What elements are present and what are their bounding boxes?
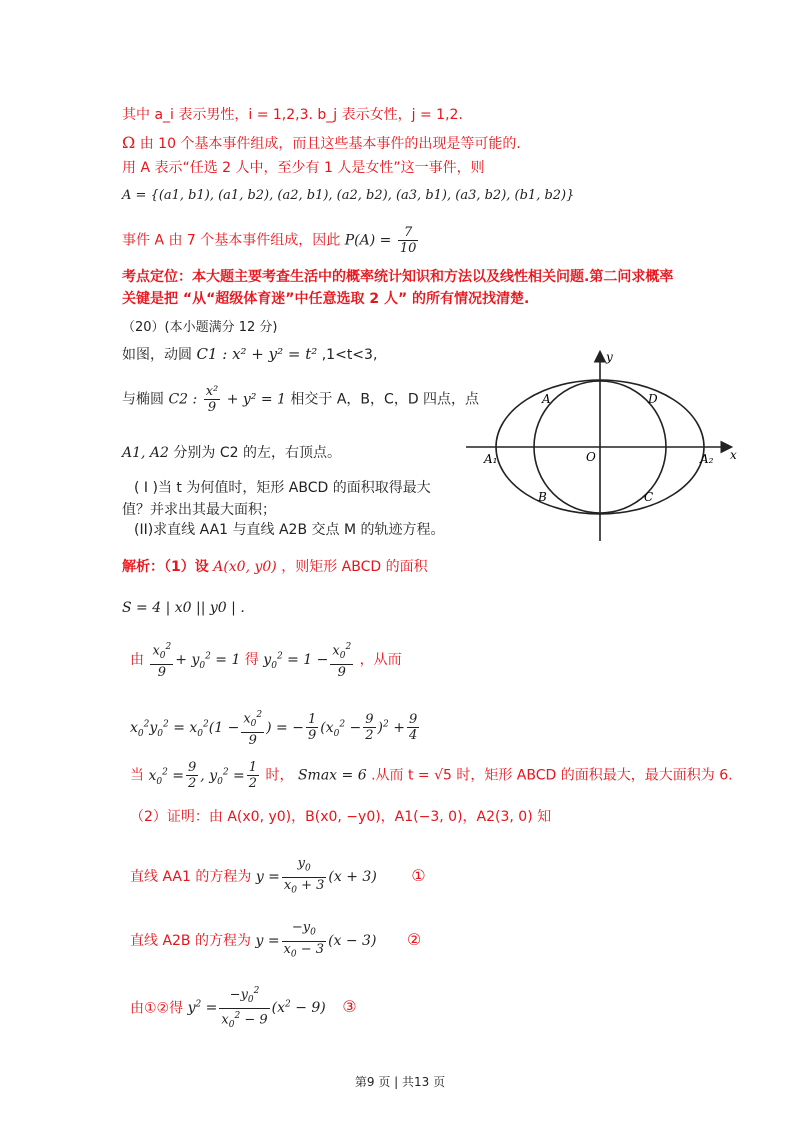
label-point-a: A [542, 392, 551, 406]
marker-1: ① [411, 866, 426, 886]
ellipse-numerator: x² [205, 384, 219, 399]
line-6 [122, 266, 673, 286]
line-10-post: 相交于 A，B，C，D 四点，点 [290, 391, 480, 408]
line-17: 由 $\frac{x_0^2}{9}$ + $y_0^2 = 1$ 得 $y_0^2 = 1$ − $\frac{x_0^2}{9}$ ，从而 [130, 642, 402, 680]
marker-3: ③ [342, 997, 357, 1017]
line-4 [122, 188, 574, 203]
line-10-pre: 与椭圆 [122, 391, 164, 408]
line-15-post: ，则矩形 ABCD 的面积 [281, 559, 428, 575]
line-23: 由①②得 $y^2$ = $\frac{-y_0^2}{x_0^2 - 9}$ $(x^2 - 9)$ ③ [130, 984, 357, 1033]
line-22-text: 直线 A2B 的方程为 [130, 933, 251, 950]
line-19: 当 $x_0^2$ = $\frac{9}{2}$ , $y_0^2$ = $\frac{1}{2}$ 时， Smax = 6 .从而 t = √5 时，矩形 ABCD 的面积最大，最大面积为 6. [130, 760, 733, 791]
problem-heading-text: （20）(本小题满分 12 分) [122, 320, 278, 335]
set-a-formula: A = {(a1, b1), (a1, b2), (a2, b1), (a2, b2), (a3, b1), (a3, b2), (b1, b2)} [122, 188, 575, 203]
solution-heading: 解析：（1）设 [122, 559, 209, 575]
line-7 [122, 288, 529, 308]
line-17-mid: 得 [244, 651, 259, 668]
line-5-text: 事件 A 由 7 个基本事件组成，因此 [122, 232, 341, 249]
line-2 [122, 133, 521, 153]
line-18: $x_0^2y_0^2 = x_0^2(1$ − $\frac{x_0^2}{9}$ ) = − $\frac{1}{9}$ ($x_0^2$ − $\frac{9}{2}$ )$^2$ + $\frac{9}{4}$ [130, 710, 418, 748]
probability-fraction [398, 225, 419, 256]
omega-symbol: Ω [122, 133, 136, 152]
frac-x0sq-9-a: $\frac{x_0^2}{9}$ [152, 642, 172, 680]
ellipse-denominator: 9 [207, 400, 217, 415]
prob-numerator: 7 [398, 225, 419, 241]
line-3-text: 用 A 表示“任选 2 人中，至少有 1 人是女性”这一事件，则 [122, 160, 485, 176]
line-19-pre: 当 [130, 767, 144, 784]
line-2-text: 由 10 个基本事件组成，而且这些基本事件的出现是等可能的. [139, 136, 521, 152]
question-1-a: ( I )当 t 为何值时，矩形 ABCD 的面积取得最大 [134, 480, 431, 496]
line-a2b-fraction: $\frac{-y_0}{x_0 - 3}$ [283, 920, 325, 960]
line-21: 直线 AA1 的方程为 y = $\frac{y_0}{x_0 + 3}$ (x + 3) ① [130, 856, 426, 898]
line-12 [134, 477, 431, 497]
ellipse-label: C2 : [168, 391, 198, 408]
line-1-text: 其中 a_i 表示男性，i = 1,2,3. b_j 表示女性，j = 1,2. [122, 107, 463, 123]
product-identity: $x_0^2y_0^2 = x_0^2(1$ − [130, 719, 240, 739]
line-10 [122, 384, 479, 415]
line-5 [122, 225, 420, 256]
line-1 [122, 104, 463, 124]
label-point-c: C [644, 490, 654, 504]
label-point-a2: A₂ [700, 452, 714, 466]
line-9-post: ,1<t<3, [321, 347, 378, 363]
vertices-label: A1, A2 [122, 445, 169, 461]
problem-heading [122, 316, 278, 335]
line-14 [134, 519, 445, 539]
ellipse-rest: + y² = 1 [226, 391, 286, 408]
line-22: 直线 A2B 的方程为 y = $\frac{-y_0}{x_0 - 3}$ (x − 3) ② [130, 920, 421, 962]
line-23-text: 由①②得 [130, 1000, 184, 1017]
line-9 [122, 344, 377, 364]
marker-2: ② [406, 930, 422, 950]
label-point-d: D [648, 392, 658, 406]
page-footer [0, 1073, 800, 1090]
line-21-text: 直线 AA1 的方程为 [130, 869, 252, 886]
line-9-pre: 如图，动圆 [122, 347, 192, 363]
frac-x0sq-9-b: $\frac{x_0^2}{9}$ [332, 642, 352, 680]
line-20-text: （2）证明：由 A(x0, y0)，B(x0, −y0)，A1(−3, 0)，A2(3, 0) 知 [130, 809, 552, 825]
line-11-text: 分别为 C2 的左，右顶点。 [173, 445, 341, 461]
line-19-mid: 时， [265, 767, 294, 784]
prob-denominator: 10 [399, 241, 417, 256]
line-7-text: 关键是把 “从“超级体育迷”中任意选取 2 人” 的所有情况找清楚. [122, 291, 530, 307]
label-point-b: B [538, 490, 547, 504]
label-origin: O [586, 450, 596, 464]
ellipse-fraction [204, 384, 221, 415]
point-a-coords: A(x0, y0) [213, 559, 277, 575]
line-19-tail: .从而 t = √5 时，矩形 ABCD 的面积最大，最大面积为 6. [371, 767, 733, 784]
line-17-post: ，从而 [359, 651, 402, 668]
line-11 [122, 442, 341, 462]
page-number: 第9 页 | 共13 页 [354, 1075, 446, 1089]
locus-fraction: $\frac{-y_0^2}{x_0^2 - 9}$ [221, 986, 268, 1030]
smax-value: Smax = 6 [297, 767, 367, 784]
line-20 [130, 806, 551, 826]
line-15 [122, 556, 428, 576]
line-6-text: 考点定位：本大题主要考查生活中的概率统计知识和方法以及线性相关问题.第二问求概率 [122, 269, 674, 285]
probability-label: P(A) = [344, 232, 392, 249]
question-1-b: 值？并求出其最大面积； [122, 502, 276, 518]
line-17-pre: 由 [130, 651, 144, 668]
label-point-a1: A₁ [484, 452, 498, 466]
area-formula: S = 4 | x0 || y0 | . [122, 600, 245, 616]
label-y: y [606, 350, 613, 364]
label-x: x [730, 448, 737, 462]
line-aa1-fraction: $\frac{y_0}{x_0 + 3}$ [283, 856, 325, 896]
line-13 [122, 499, 276, 519]
ellipse-circle-figure [458, 345, 748, 545]
line-16 [122, 600, 245, 616]
line-3 [122, 157, 485, 177]
question-2: (II)求直线 AA1 与直线 A2B 交点 M 的轨迹方程。 [134, 522, 445, 538]
circle-equation: C1 : x² + y² = t² [196, 345, 318, 363]
